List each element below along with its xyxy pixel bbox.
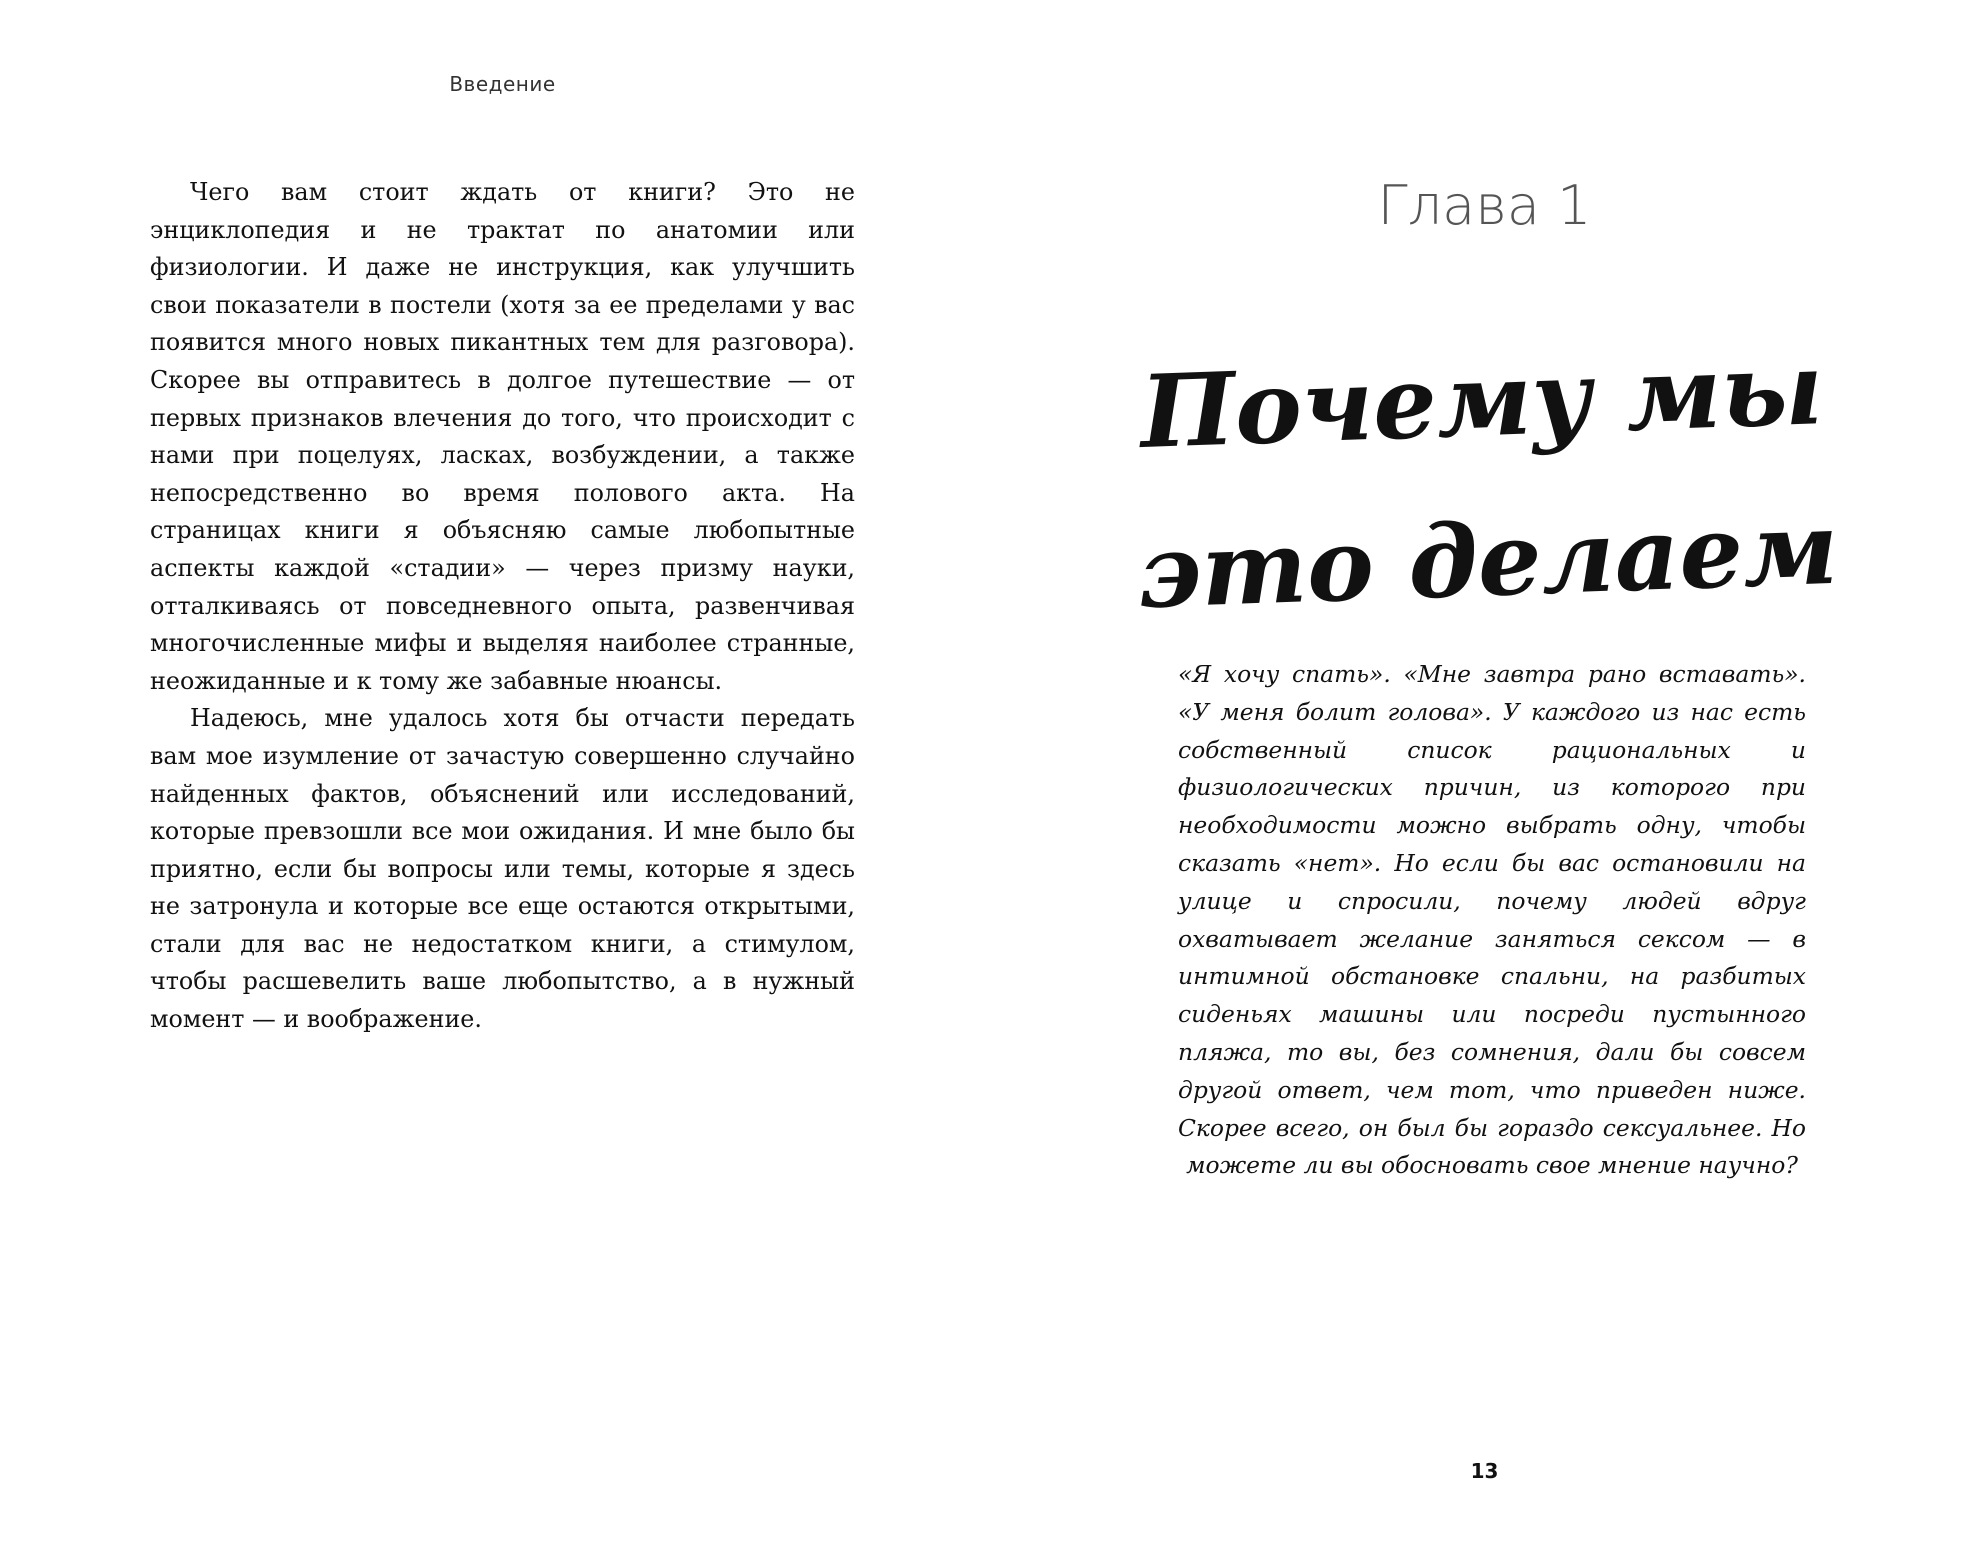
- right-page: [992, 0, 1985, 1544]
- chapter-epigraph: «Я хочу спать». «Мне завтра рано вставать». «У меня болит голова». У каждого из нас есть собственный список рациональных и физиологических причин, из которого при необходимости можно выбрать одну, чтобы сказать «нет». Но если бы вас остановили на улице и спросили, почему людей вдруг охватывает желание заняться сексом — в интимной обстановке спальни, на разбитых сиденьях машины или посреди пустынного пляжа, то вы, без сомнения, дали бы совсем другой ответ, чем тот, что приведен ниже. Скорее всего, он был бы гораздо сексуальнее. Но можете ли вы обосновать свое мнение научно?: [1178, 660, 1806, 1180]
- chapter-title-line-2: это делаем: [1134, 488, 1840, 632]
- left-page: [0, 0, 992, 1544]
- body-paragraph-1: Чего вам стоит ждать от книги? Это не энциклопедия и не трактат по анатомии или физиологии. И даже не инструкция, как улучшить свои показатели в постели (хотя за ее пределами у вас появится много новых пикантных тем для разговора). Скорее вы отправитесь в долгое путешествие — от первых признаков влечения до того, что происходит с нами при поцелуях, ласках, возбуждении, а также непосредственно во время полового акта. На страницах книги я объясняю самые любопытные аспекты каждой «стадии» — через призму науки, отталкиваясь от повседневного опыта, развенчивая многочисленные мифы и выделяя наиболее странные, неожиданные и к тому же забавные нюансы.: [150, 178, 855, 695]
- body-text: [150, 174, 855, 1039]
- chapter-title-line-1: Почему мы: [1138, 329, 1825, 471]
- chapter-title: [1127, 308, 1843, 652]
- chapter-label: Глава 1: [1377, 174, 1592, 237]
- page-number: 13: [1470, 1459, 1499, 1483]
- body-paragraph-2: Надеюсь, мне удалось хотя бы отчасти передать вам мое изумление от зачастую совершенно случайно найденных фактов, объяснений или исследований, которые превзошли все мои ожидания. И мне было бы приятно, если бы вопросы или темы, которые я здесь не затронула и которые все еще остаются открытыми, стали для вас не недостатком книги, а стимулом, чтобы расшевелить ваше любопытство, а в нужный момент — и воображение.: [150, 704, 855, 1034]
- running-head: Введение: [449, 72, 556, 96]
